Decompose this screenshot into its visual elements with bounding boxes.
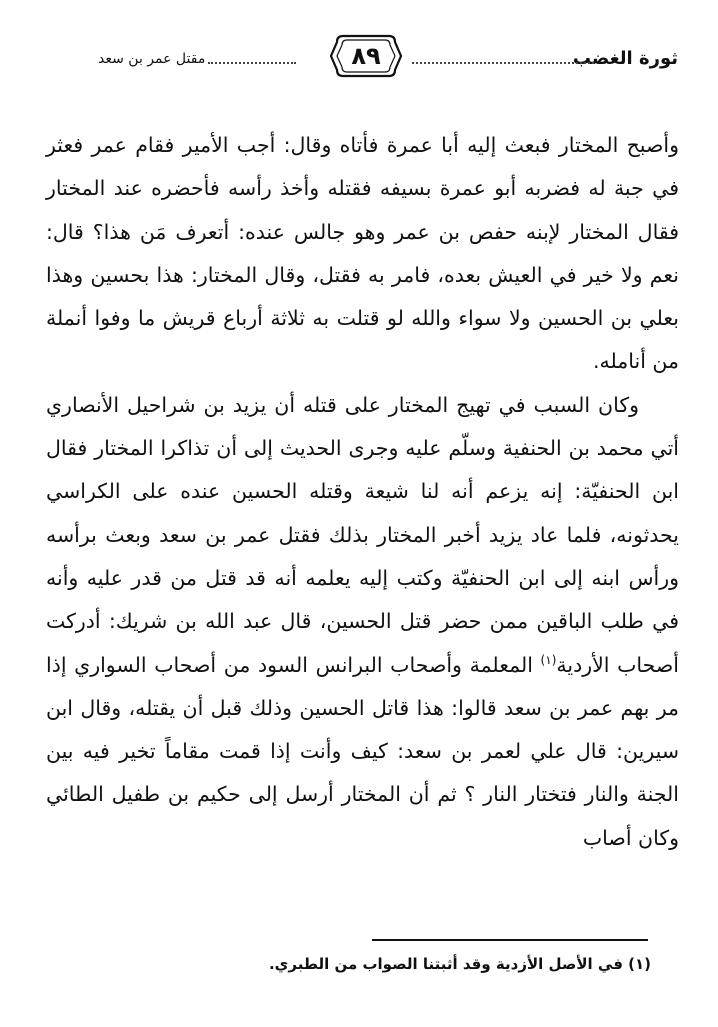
footnote: (١) في الأصل الأزدية وقد أثبتنا الصواب من الطبري. [268, 955, 651, 973]
header-dotted-leader-left [208, 62, 296, 64]
page-number-badge [329, 30, 403, 82]
paragraph-2 [46, 384, 679, 860]
paragraph-2-part-1: وكان السبب في تهيج المختار على قتله أن يزيد بن شراحيل الأنصاري أتي محمد بن الحنفية وسلّم عليه وجرى الحديث إلى أن تذاكرا المختار فقال ابن الحنفيّة: إنه يزعم أنه لنا شيعة وقتله الحسين عنده على الكراسي يحدثونه، فلما عاد يزيد أخبر المختار بذلك فقتل عمر بن سعد وبعث برأسه ورأس ابنه إلى ابن الحنفيّة وكتب إليه يعلمه أنه قد قتل من قدر عليه وأنه في طلب الباقين ممن حضر قتل الحسين، قال عبد الله بن شريك: أدركت أصحاب الأردية [46, 392, 680, 677]
main-text [46, 124, 679, 860]
header-dotted-leader-right [412, 62, 594, 64]
page-number: ٨٩ [351, 42, 381, 70]
paragraph-2-part-2: المعلمة وأصحاب البرانس السود من أصحاب السواري إذا مر بهم عمر بن سعد قالوا: هذا قاتل الحسين وذلك قبل أن يقتله، وقال ابن سيرين: قال علي لعمر بن سعد: كيف وأنت إذا قمت مقاماً تخير فيه بين الجنة والنار فتختار النار ؟ ثم أن المختار أرسل إلى حكيم بن طفيل الطائي وكان أصاب [46, 652, 679, 850]
running-header [40, 30, 678, 86]
chapter-title: مقتل عمر بن سعد [98, 51, 206, 67]
paragraph-1: وأصبح المختار فبعث إليه أبا عمرة فأتاه وقال: أجب الأمير فقام عمر فعثر في جبة له فضربه أبو عمرة بسيفه فقتله وأخذ رأسه فأحضره عند المختار فقال المختار لإبنه حفص بن عمر وهو جالس عنده: أتعرف مَن هذا؟ قال: نعم ولا خير في العيش بعده، فامر به فقتل، وقال المختار: هذا بحسين وهذا بعلي بن الحسين ولا سواء والله لو قتلت به ثلاثة أرباع قريش ما وفوا أنملة من أنامله. [46, 133, 679, 374]
footnote-separator [372, 939, 648, 941]
book-title: ثورة الغضب [572, 48, 678, 69]
footnote-reference: (١) [540, 652, 557, 667]
